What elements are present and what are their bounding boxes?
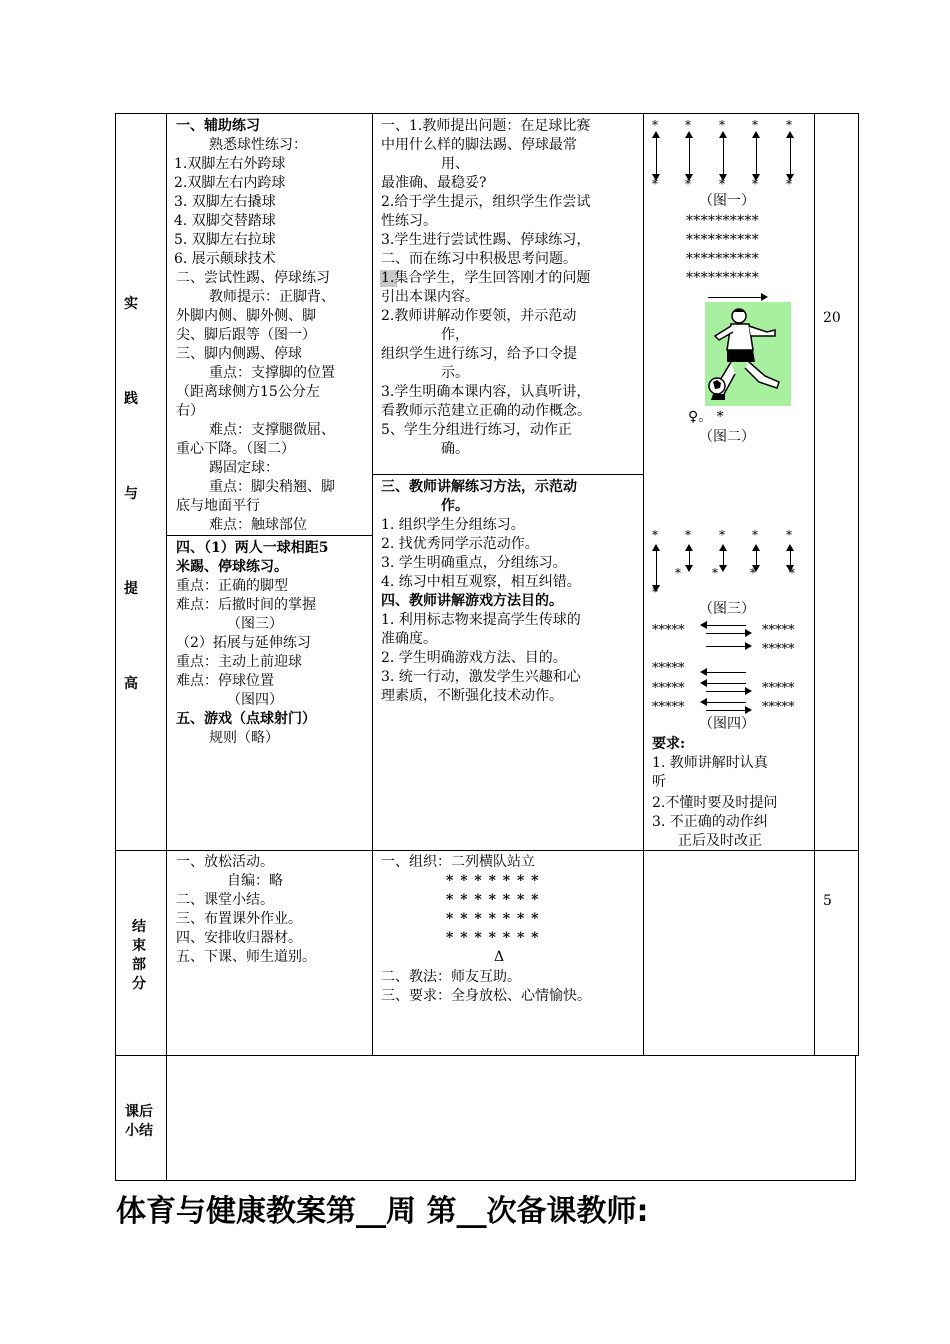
content-line: 难点：后撤时间的掌握: [176, 597, 316, 613]
section3-label-line: 课后: [125, 1104, 153, 1120]
requirement-line: 1. 教师讲解时认真: [652, 755, 768, 771]
content-line: 重心下降。（图二）: [176, 441, 295, 457]
content-line: 三、布置课外作业。: [176, 911, 302, 927]
content-line: 2.双脚左右内跨球: [174, 175, 286, 191]
col-divider-1: [166, 113, 167, 1181]
star-row: *****: [762, 681, 795, 696]
requirement-line: 3. 不正确的动作纠: [652, 814, 768, 830]
double-arrow: [689, 550, 690, 566]
method-line: 二、而在练习中积极思考问题。: [381, 251, 577, 267]
requirements-title: 要求:: [652, 736, 686, 752]
method-line: 3.学生明确本课内容，认真听讲，: [381, 384, 591, 400]
star-mark: *: [786, 177, 792, 191]
method-line: 中用什么样的脚法踢、停球最常: [381, 137, 577, 153]
formation-row: * * * * * * *: [446, 873, 540, 889]
star-mark: *: [719, 177, 725, 191]
section1-label-char: 实: [124, 296, 138, 312]
content-line: 难点：停球位置: [176, 673, 274, 689]
content-line: （图四）: [227, 692, 283, 708]
content-line: 重点：主动上前迎球: [176, 654, 302, 670]
content-line: 教师提示：正脚背、: [209, 289, 335, 305]
content-line: 右）: [176, 403, 204, 419]
content-line: 底与地面平行: [176, 498, 260, 514]
star-mark: *: [685, 177, 691, 191]
content-line: 规则（略）: [209, 730, 279, 746]
method-line: 用、: [441, 156, 469, 172]
table-left-border: [115, 113, 116, 1181]
teacher-mark: Δ: [494, 949, 505, 965]
method-line: 三、教师讲解练习方法，示范动: [381, 479, 577, 495]
content-line: 自编：略: [227, 873, 283, 889]
double-arrow: [689, 137, 690, 175]
method-line: 作，: [441, 327, 469, 343]
section1-label-char: 与: [124, 486, 138, 502]
right-arrow: [706, 646, 746, 647]
star-row: **********: [686, 232, 759, 248]
method-line: 3.学生进行尝试性踢、停球练习，: [381, 232, 591, 248]
method-line: 一、1.教师提出问题：在足球比赛: [381, 118, 591, 134]
right-arrow: [706, 710, 746, 711]
method-line: 2.教师讲解动作要领，并示范动: [381, 308, 577, 324]
method-line: 性练习。: [381, 213, 437, 229]
content-line: 四、安排收归器材。: [176, 930, 302, 946]
star-mark: *: [652, 528, 658, 542]
figure-caption: （图四）: [699, 716, 755, 732]
star-mark: *: [752, 177, 758, 191]
content-line: 难点：触球部位: [209, 517, 307, 533]
section3-label-line: 小结: [125, 1123, 153, 1139]
content-line: 5. 双脚左右拉球: [174, 232, 276, 248]
method-line: 2. 学生明确游戏方法、目的。: [381, 650, 567, 666]
content-line: 重点：脚尖稍翘、脚: [209, 479, 335, 495]
method-line: 4. 练习中相互观察，相互纠错。: [381, 574, 581, 590]
figure-caption: （图二）: [699, 429, 755, 445]
star-mark: *: [789, 566, 795, 580]
row-divider-2: [115, 1055, 859, 1056]
col-divider-2: [372, 113, 373, 1055]
content-line: 三、脚内侧踢、停球: [176, 346, 302, 362]
content-line: 6. 展示颠球技术: [174, 251, 276, 267]
content-line: （距离球侧方15公分左: [176, 384, 320, 400]
method-line: 理素质，不断强化技术动作。: [381, 688, 563, 704]
requirement-line: 正后及时改正: [678, 833, 762, 849]
star-mark: *: [652, 585, 658, 599]
method-line: 三、要求：全身放松、心情愉快。: [381, 988, 591, 1004]
double-arrow: [723, 550, 724, 566]
star-row: *****: [652, 623, 685, 638]
left-arrow: [706, 672, 746, 673]
star-mark: *: [685, 118, 691, 132]
double-arrow: [790, 137, 791, 175]
section1-label-char: 高: [124, 676, 138, 692]
method-line: 看教师示范建立正确的动作概念。: [381, 403, 591, 419]
method-line: 二、教法：师友互助。: [381, 969, 521, 985]
method-line: 作。: [441, 498, 469, 514]
star-row: *****: [652, 681, 685, 696]
star-mark: *: [786, 118, 792, 132]
method-line: 1. 利用标志物来提高学生传球的: [381, 612, 581, 628]
content-line: 4. 双脚交替踏球: [174, 213, 276, 229]
star-mark: *: [750, 566, 756, 580]
star-row: *****: [652, 700, 685, 715]
star-row: **********: [686, 270, 759, 286]
star-mark: *: [752, 528, 758, 542]
left-arrow: [706, 683, 746, 684]
content-line: （2）拓展与延伸练习: [176, 635, 311, 651]
title-blank: __: [456, 1194, 487, 1229]
star-mark: *: [652, 177, 658, 191]
content-line: 二、尝试性踢、停球练习: [176, 270, 330, 286]
star-mark: *: [752, 118, 758, 132]
double-arrow: [756, 137, 757, 175]
star-mark: *: [685, 528, 691, 542]
formation-row: * * * * * * *: [446, 911, 540, 927]
method-line: 1. 组织学生分组练习。: [381, 517, 525, 533]
content-line: 二、课堂小结。: [176, 892, 274, 908]
content-line: 踢固定球：: [209, 460, 279, 476]
star-mark: *: [675, 566, 681, 580]
content-line: 一、放松活动。: [176, 854, 274, 870]
figure-caption: （图三）: [699, 601, 755, 617]
method-line: 示。: [441, 365, 469, 381]
double-arrow: [723, 137, 724, 175]
section1-label-char: 践: [124, 391, 138, 407]
method-line: 3. 统一行动，激发学生兴趣和心: [381, 669, 581, 685]
content-line: 五、下课、师生道别。: [176, 949, 316, 965]
star-row: *****: [762, 642, 795, 657]
method-line: 四、教师讲解游戏方法目的。: [381, 593, 563, 609]
star-row: *****: [762, 700, 795, 715]
section1-time: 20: [823, 310, 841, 326]
double-arrow: [790, 550, 791, 566]
method-split-line: [372, 474, 643, 475]
star-row: *****: [762, 623, 795, 638]
content-line: （图三）: [227, 616, 283, 632]
star-mark: *: [786, 528, 792, 542]
section2-label-char: 分: [132, 976, 146, 992]
summary-right-border: [855, 1055, 856, 1181]
double-arrow: [656, 550, 657, 586]
right-arrow: [706, 691, 746, 692]
figure-marks: ♀。 *: [688, 409, 724, 425]
section2-time: 5: [823, 893, 832, 909]
section2-label-char: 束: [132, 938, 146, 954]
content-split-line: [166, 535, 372, 536]
star-row: *****: [652, 661, 685, 676]
method-line: 确。: [441, 441, 469, 457]
star-row: **********: [686, 251, 759, 267]
method-line: 2.给于学生提示，组织学生作尝试: [381, 194, 591, 210]
method-line: 1.集合学生，学生回答刚才的问题: [381, 270, 591, 286]
section1-label-char: 提: [124, 581, 138, 597]
title-blank: __: [356, 1194, 386, 1229]
star-mark: *: [652, 118, 658, 132]
soccer-player-icon: [705, 302, 791, 406]
formation-row: * * * * * * *: [446, 930, 540, 946]
requirement-line: 2.不懂时要及时提问: [652, 795, 778, 811]
col-divider-3: [643, 113, 644, 1055]
right-arrow: [706, 633, 746, 634]
section2-label-char: 结: [132, 919, 146, 935]
section2-label-char: 部: [132, 957, 146, 973]
content-line: 3. 双脚左右撬球: [174, 194, 276, 210]
method-line: 准确度。: [381, 631, 437, 647]
content-line: 重点：正确的脚型: [176, 578, 288, 594]
content-line: 外脚内侧、脚外侧、脚: [176, 308, 316, 324]
double-arrow: [756, 550, 757, 566]
left-arrow: [706, 702, 746, 703]
content-line: 难点：支撑腿微屈、: [209, 422, 335, 438]
star-mark: *: [719, 528, 725, 542]
table-top-border: [115, 113, 859, 114]
double-arrow: [656, 137, 657, 175]
star-mark: *: [712, 566, 718, 580]
content-line: 1.双脚左右外跨球: [174, 156, 286, 172]
title-part: 周 第: [386, 1194, 457, 1229]
table-bottom-border: [115, 1180, 856, 1181]
figure-caption: （图一）: [699, 193, 755, 209]
requirement-line: 听: [652, 774, 666, 790]
content-line: 四、（1）两人一球相距5: [176, 540, 329, 556]
method-line: 引出本课内容。: [381, 289, 479, 305]
method-line: 一、组织：二列横队站立: [381, 854, 535, 870]
left-arrow: [706, 625, 746, 626]
content-line: 五、游戏（点球射门）: [176, 711, 316, 727]
content-line: 熟悉球性练习：: [209, 137, 307, 153]
method-line: 2. 找优秀同学示范动作。: [381, 536, 539, 552]
star-mark: *: [719, 118, 725, 132]
method-line: 最准确、最稳妥?: [381, 175, 487, 191]
method-line: 5、学生分组进行练习，动作正: [381, 422, 572, 438]
content-line: 重点：支撑脚的位置: [209, 365, 335, 381]
method-line: 3. 学生明确重点，分组练习。: [381, 555, 567, 571]
title-part: 次备课教师:: [486, 1194, 649, 1229]
right-arrow: [708, 297, 762, 298]
title-part: 体育与健康教案第: [116, 1194, 356, 1229]
star-row: **********: [686, 213, 759, 229]
table-right-border: [858, 113, 859, 1055]
lesson-plan-title: [116, 1186, 648, 1230]
content-line: 尖、脚后跟等（图一）: [176, 327, 316, 343]
content-line: 一、辅助练习: [176, 118, 260, 134]
content-line: 米踢、停球练习。: [176, 559, 288, 575]
formation-row: * * * * * * *: [446, 892, 540, 908]
col-divider-4: [814, 113, 815, 1055]
method-line: 组织学生进行练习，给予口令提: [381, 346, 577, 362]
